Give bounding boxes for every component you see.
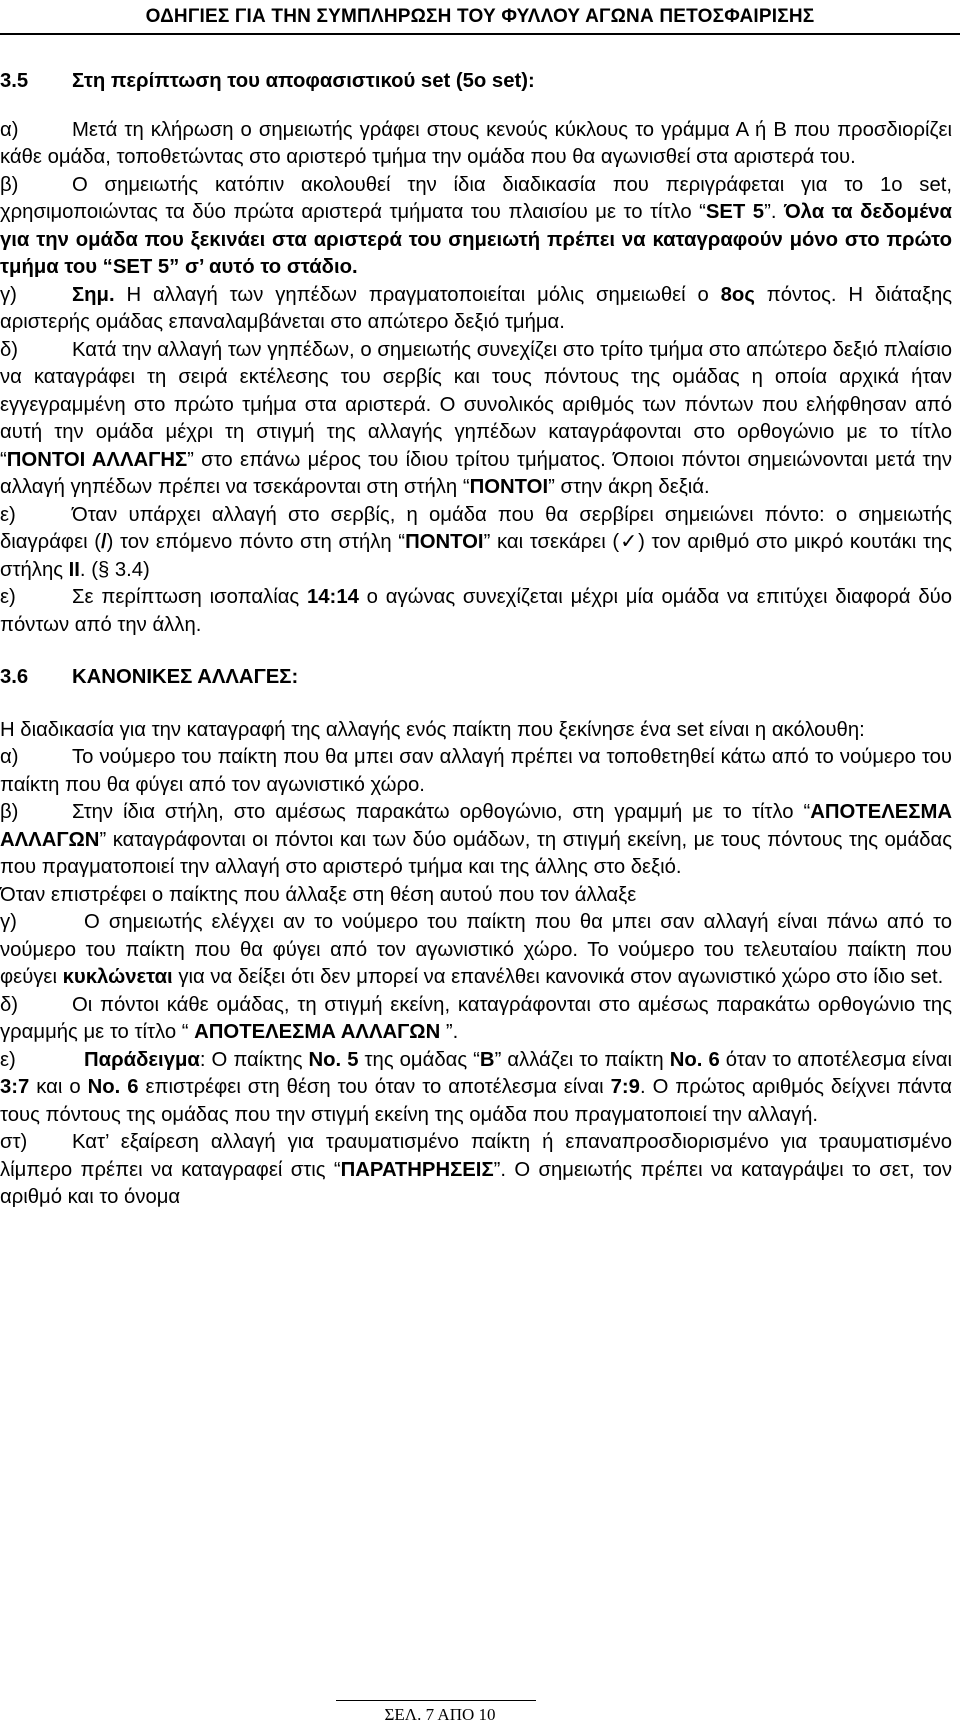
para-3-6-return: Όταν επιστρέφει ο παίκτης που άλλαξε στη θέση αυτού που τον άλλαξε [0, 883, 637, 906]
para-3-5-e: ε) Όταν υπάρχει αλλαγή στο σερβίς, η ομάδα που θα σερβίρει σημειώνει πόντο: ο σημειωτής διαγράφει (/) τον επόμενο πόντο στη στήλη “ΠΟΝΤΟΙ” και τσεκάρει (✓) τον αριθμό στο μικρό κουτάκι της στήλης ΙΙ. (§ 3.4) [0, 503, 952, 581]
section-title: Στη περίπτωση του αποφασιστικού set (5ο set): [72, 70, 535, 92]
section-3-6-heading [0, 664, 952, 692]
section-title: ΚΑΝΟΝΙΚΕΣ ΑΛΛΑΓΕΣ: [72, 666, 299, 688]
para-3-6-e: ε) Παράδειγμα: Ο παίκτης No. 5 της ομάδας “Β” αλλάζει το παίκτη No. 6 όταν το αποτέλεσμα είναι 3:7 και ο No. 6 επιστρέφει στη θέση του όταν το αποτέλεσμα είναι 7:9. Ο πρώτος αριθμός δείχνει πάντα τους πόντους της ομάδας που την στιγμή εκείνη της ομάδα που πραγματοποιεί την αλλαγή. [0, 1048, 953, 1126]
page-header: ΟΔΗΓΙΕΣ ΓΙΑ ΤΗΝ ΣΥΜΠΛΗΡΩΣΗ ΤΟΥ ΦΥΛΛΟΥ ΑΓΩΝΑ ΠΕΤΟΣΦΑΙΡΙΣΗΣ [145, 6, 815, 27]
para-3-6-f: στ) Κατ’ εξαίρεση αλλαγή για τραυματισμένο παίκτη ή επαναπροσδιορισμένο για τραυματισμένο λίμπερο πρέπει να καταγραφεί στις “ΠΑΡΑΤΗΡΗΣΕΙΣ”. Ο σημειωτής πρέπει να καταγράψει το σετ, τον αριθμό και το όνομα [0, 1131, 952, 1208]
section-number: 3.5 [0, 70, 29, 92]
section-number: 3.6 [0, 666, 29, 688]
section-3-5-heading [0, 68, 952, 96]
para-3-6-d: δ) Οι πόντοι κάθε ομάδας, τη στιγμή εκείνη, καταγράφονται στο αμέσως παρακάτω ορθογώνιο της γραμμής με το τίτλο “ ΑΠΟΤΕΛΕΣΜΑ ΑΛΛΑΓΩΝ ”. [0, 993, 952, 1043]
page-number: ΣΕΛ. 7 ΑΠΟ 10 [384, 1705, 496, 1724]
check-mark-icon: ✓ [619, 531, 639, 553]
para-3-6-b: β) Στην ίδια στήλη, στο αμέσως παρακάτω ορθογώνιο, στη γραμμή με το τίτλο “ΑΠΟΤΕΛΕΣΜΑ ΑΛΛΑΓΩΝ” καταγράφονται οι πόντοι και των δύο ομάδων, τη στιγμή εκείνη, με τους πόντους της ομάδας που πραγματοποιεί την αλλαγή στο αριστερό τμήμα και της άλλης στο δεξιό. [0, 801, 952, 878]
para-3-6-intro: Η διαδικασία για την καταγραφή της αλλαγής ενός παίκτη που ξεκίνησε ένα set είναι η ακόλουθη: [0, 718, 865, 741]
para-3-5-a: α) Μετά τη κλήρωση ο σημειωτής γράφει στους κενούς κύκλους το γράμμα Α ή Β που προσδιορίζει κάθε ομάδα, τοποθετώντας στο αριστερό τμήμα την ομάδα που θα αγωνισθεί στα αριστερά του. [0, 118, 952, 168]
para-3-5-e2: ε) Σε περίπτωση ισοπαλίας 14:14 ο αγώνας συνεχίζεται μέχρι μία ομάδα να επιτύχει διαφορά δύο πόντων από την άλλη. [0, 586, 952, 636]
para-3-6-a: α) Το νούμερο του παίκτη που θα μπει σαν αλλαγή πρέπει να τοποθετηθεί κάτω από το νούμερο του παίκτη που θα φύγει από τον αγωνιστικό χώρο. [0, 746, 952, 796]
header-rule [0, 33, 960, 35]
footer-rule [336, 1700, 536, 1701]
para-3-5-c: γ) Σημ. Η αλλαγή των γηπέδων πραγματοποιείται μόλις σημειωθεί ο 8ος πόντος. Η διάταξης αριστερής ομάδας επαναλαμβάνεται στο απώτερο δεξιό τμήμα. [0, 283, 953, 333]
para-3-5-d: δ) Κατά την αλλαγή των γηπέδων, ο σημειωτής συνεχίζει στο τρίτο τμήμα στο απώτερο δεξιό πλαίσιο να καταγράφει τη σειρά εκτέλεσης του σερβίς και τους πόντους της ομάδας η οποία αρχικά ήταν εγγεγραμμένη στο πρώτο τμήμα στα αριστερά. Ο συνολικός αριθμός των πόντων που ελήφθησαν από αυτή την ομάδα μέχρι τη στιγμή της αλλαγής γηπέδων καταγράφονται στο ορθογώνιο με το τίτλο “ΠΟΝΤΟΙ ΑΛΛΑΓΗΣ” στο επάνω μέρος του ίδιου τρίτου τμήματος. Όποιοι πόντοι σημειώνονται μετά την αλλαγή γηπέδων πρέπει να τσεκάρονται στη στήλη “ΠΟΝΤΟΙ” στην άκρη δεξιά. [0, 338, 952, 498]
para-3-5-b: β) Ο σημειωτής κατόπιν ακολουθεί την ίδια διαδικασία που περιγράφεται για το 1ο set, χρησιμοποιώντας τα δύο πρώτα αριστερά τμήματα του πλαισίου με το τίτλο “SET 5”. Όλα τα δεδομένα για την ομάδα που ξεκινάει στα αριστερά του σημειωτή πρέπει να καταγραφούν μόνο στο πρώτο τμήμα του “SET 5” σ’ αυτό το στάδιο. [0, 173, 952, 278]
document-body [0, 68, 952, 1212]
para-3-6-c: γ) Ο σημειωτής ελέγχει αν το νούμερο του παίκτη που θα μπει σαν αλλαγή είναι πάνω από το νούμερο του παίκτη που θα φύγει από τον αγωνιστικό χώρο. Το νούμερο του τελευταίου παίκτη που φεύγει κυκλώνεται για να δείξει ότι δεν μπορεί να επανέλθει κανονικά στον αγωνιστικό χώρο στο ίδιο set. [0, 911, 952, 988]
